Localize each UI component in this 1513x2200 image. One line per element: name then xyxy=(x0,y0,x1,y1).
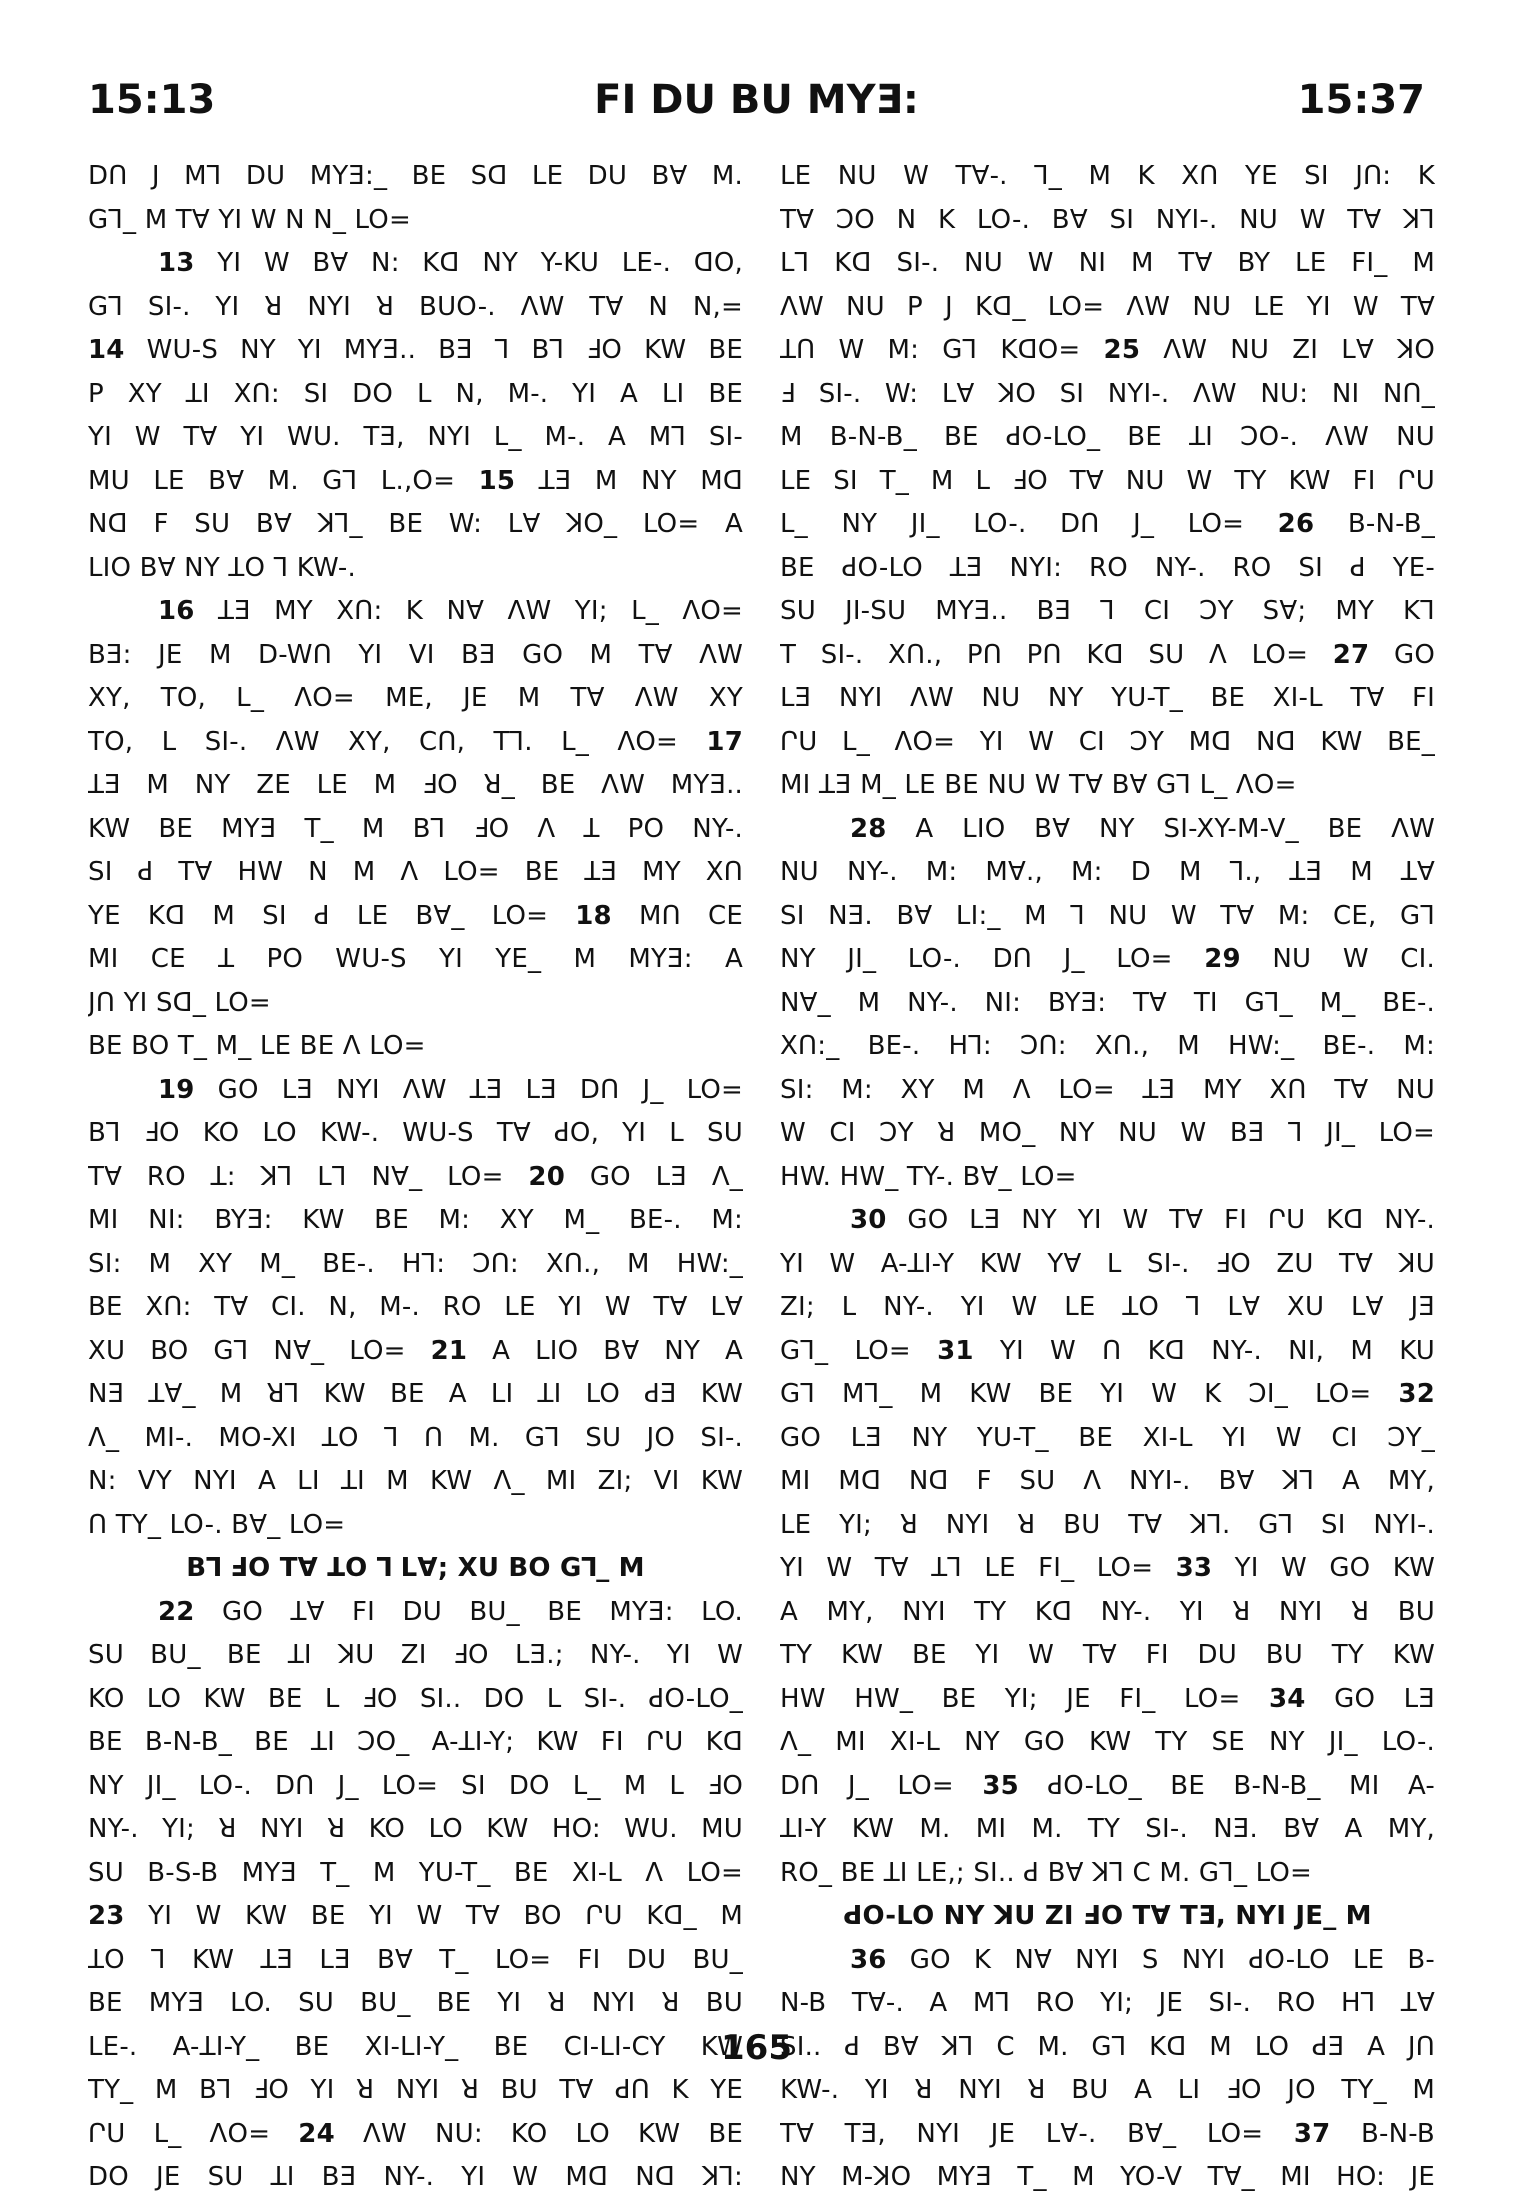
text-line: MI ꓕƎ M_ LE BE NU W TⱯ BⱯ Gꓶ L_ ɅO= xyxy=(780,770,1297,800)
text-line: ՐU L_ ɅO= 24 ɅW NU: KO LO KW BE xyxy=(88,2118,743,2149)
text-line: SI NƎ. BⱯ LI:_ M ꓶ NU W TⱯ M: CE, Gꓶ xyxy=(780,900,1435,931)
text-line: SU JI-SU MYƎ.. BƎ ꓶ CI ƆY SⱯ; MY Kꓶ xyxy=(780,596,1435,626)
text-line: NƎ ꓕⱯ_ M ꓤꓶ KW BE A LI ꓕI LO ꓒƎ KW xyxy=(88,1379,743,1409)
text-line: W CI ƆY ꓤ MO_ NY NU W BƎ ꓶ JI_ LO= xyxy=(780,1118,1435,1148)
text-line: LE NU W TⱯ-. ꓶ_ M K XՈ YE SI JՈ: K xyxy=(780,161,1435,191)
text-line: TY KW BE YI W TⱯ FI DU BU TY KW xyxy=(780,1640,1435,1670)
text-line: KW BE MYƎ T_ M Bꓶ ꓞO Ʌ ꓕ PO NY-. xyxy=(88,813,743,844)
text-line: MI Mꓷ Nꓷ F SU Ʌ NYI-. BⱯ ꓘꓶ A MY, xyxy=(780,1466,1435,1496)
text-line: 13 YI W BⱯ N: Kꓷ NY Y-KU LE-. ꓷO, xyxy=(158,248,743,278)
text-line: SI.. ꓒ BⱯ ꓘꓶ C M. Gꓶ Kꓷ M LO ꓒƎ A JՈ xyxy=(780,2031,1435,2062)
text-line: N: VY NYI A LI ꓕI M KW Ʌ_ MI ZI; VI KW xyxy=(88,1466,743,1496)
text-line: 30 GO LƎ NY YI W TⱯ FI ՐU Kꓷ NY-. xyxy=(850,1205,1435,1235)
right-text-column xyxy=(780,155,1435,2200)
text-line: KW-. YI ꓤ NYI ꓤ BU A LI ꓞO JO TY_ M xyxy=(780,2075,1435,2105)
text-line: A MY, NYI TY Kꓷ NY-. YI ꓤ NYI ꓤ BU xyxy=(780,1596,1435,1627)
text-line: LIO BⱯ NY ꓕO ꓶ KW-. xyxy=(88,552,356,583)
text-line: T SI-. XՈ., PՈ PՈ Kꓷ SU Ʌ LO= 27 GO xyxy=(780,639,1435,670)
text-line: DՈ J Mꓶ DU MYƎ:_ BE Sꓷ LE DU BⱯ M. xyxy=(88,161,743,191)
text-line: ɅW NU P J Kꓷ_ LO= ɅW NU LE YI W TⱯ xyxy=(780,291,1435,322)
text-line: XՈ:_ BE-. Hꓶ: ƆՈ: XՈ., M HW:_ BE-. M: xyxy=(780,1031,1435,1061)
text-line: ꓕՈ W M: Gꓶ KꓷO= 25 ɅW NU ZI LⱯ ꓘO xyxy=(780,335,1435,365)
running-header-left-reference: 15:13 xyxy=(88,77,216,123)
text-line: ꓞ SI-. W: LⱯ ꓘO SI NYI-. ɅW NU: NI NՈ_ xyxy=(780,378,1435,409)
running-header-title: FI DU BU MYƎ: xyxy=(594,77,919,123)
text-line: 19 GO LƎ NYI ɅW ꓕƎ LƎ DՈ J_ LO= xyxy=(158,1074,743,1105)
text-line: 22 GO ꓕⱯ FI DU BU_ BE MYƎ: LO. xyxy=(158,1596,743,1627)
text-line: TⱯ ƆO N K LO-. BⱯ SI NYI-. NU W TⱯ ꓘꓶ xyxy=(780,204,1435,235)
text-line: YE Kꓷ M SI ꓒ LE BⱯ_ LO= 18 MՈ CE xyxy=(88,900,743,931)
text-line: NⱯ_ M NY-. NI: BYƎ: TⱯ TI Gꓶ_ M_ BE-. xyxy=(780,987,1435,1018)
text-line: L_ NY JI_ LO-. DՈ J_ LO= 26 B-N-B_ xyxy=(780,509,1435,539)
text-line: ꓕƎ M NY ZE LE M ꓞO ꓤ_ BE ɅW MYƎ.. xyxy=(88,770,743,800)
text-line: Gꓶ Mꓶ_ M KW BE YI W K ƆI_ LO= 32 xyxy=(780,1379,1435,1409)
text-line: XY, TO, L_ ɅO= ME, JE M TⱯ ɅW XY xyxy=(88,683,743,713)
text-line: ꓕI-Y KW M. MI M. TY SI-. NƎ. BⱯ A MY, xyxy=(780,1814,1435,1844)
text-line: SI: M XY M_ BE-. Hꓶ: ƆՈ: XՈ., M HW:_ xyxy=(88,1248,743,1279)
text-line: BƎ: JE M D-WՈ YI VI BƎ GO M TⱯ ɅW xyxy=(88,639,743,670)
text-line: ꓕO ꓶ KW ꓕƎ LƎ BⱯ T_ LO= FI DU BU_ xyxy=(88,1944,743,1975)
text-line: Bꓶ ꓞO KO LO KW-. WU-S TⱯ ꓒO, YI L SU xyxy=(88,1118,743,1148)
text-line: BE XՈ: TⱯ CI. N, M-. RO LE YI W TⱯ LⱯ xyxy=(88,1292,743,1322)
text-line: BE BO T_ M_ LE BE Ʌ LO= xyxy=(88,1031,426,1061)
text-line: LE-. A-ꓕI-Y_ BE XI-LI-Y_ BE CI-LI-CY KW xyxy=(88,2031,743,2062)
text-line: Ʌ_ MI-. MO-XI ꓕO ꓶ Ո M. Gꓶ SU JO SI-. xyxy=(88,1422,743,1453)
text-line: NY JI_ LO-. DՈ J_ LO= 29 NU W CI. xyxy=(780,944,1435,974)
text-line: Gꓶ SI-. YI ꓤ NYI ꓤ BUO-. ɅW TⱯ N N,= xyxy=(88,291,743,322)
text-line: TⱯ TƎ, NYI JE LⱯ-. BⱯ_ LO= 37 B-N-B xyxy=(780,2118,1435,2149)
text-line: MI CE ꓕ PO WU-S YI YE_ M MYƎ: A xyxy=(88,944,743,974)
left-text-column xyxy=(88,155,743,2200)
text-line: 16 ꓕƎ MY XՈ: K NⱯ ɅW YI; L_ ɅO= xyxy=(158,596,743,626)
text-line: Ʌ_ MI XI-L NY GO KW TY SE NY JI_ LO-. xyxy=(780,1727,1435,1757)
text-line: ՐU L_ ɅO= YI W CI ƆY Mꓷ Nꓷ KW BE_ xyxy=(780,726,1435,757)
text-line: N-B TⱯ-. A Mꓶ RO YI; JE SI-. RO Hꓶ ꓕⱯ xyxy=(780,1988,1435,2018)
text-line: TⱯ RO ꓕ: ꓘꓶ Lꓶ NⱯ_ LO= 20 GO LƎ Ʌ_ xyxy=(88,1161,743,1192)
text-line: JՈ YI Sꓷ_ LO= xyxy=(88,987,271,1018)
text-line: HW HW_ BE YI; JE FI_ LO= 34 GO LƎ xyxy=(780,1683,1435,1714)
text-line: SI ꓒ TⱯ HW N M Ʌ LO= BE ꓕƎ MY XՈ xyxy=(88,857,743,887)
text-line: LƎ NYI ɅW NU NY YU-T_ BE XI-L TⱯ FI xyxy=(780,683,1435,713)
text-line: 36 GO K NⱯ NYI S NYI ꓒO-LO LE B- xyxy=(850,1944,1435,1975)
text-line: DՈ J_ LO= 35 ꓒO-LO_ BE B-N-B_ MI A- xyxy=(780,1770,1435,1801)
text-line: TY_ M Bꓶ ꓞO YI ꓤ NYI ꓤ BU TⱯ ꓒՈ K YE xyxy=(88,2075,743,2105)
text-line: Gꓶ_ LO= 31 YI W Ո Kꓷ NY-. NI, M KU xyxy=(780,1335,1435,1366)
running-header-right-reference: 15:37 xyxy=(1297,77,1425,123)
text-line: YI W TⱯ YI WU. TƎ, NYI L_ M-. A Mꓶ SI- xyxy=(88,422,743,452)
text-line: SU B-S-B MYƎ T_ M YU-T_ BE XI-L Ʌ LO= xyxy=(88,1857,743,1888)
text-line: 28 A LIO BⱯ NY SI-XY-M-V_ BE ɅW xyxy=(850,813,1435,844)
text-line: NY-. YI; ꓤ NYI ꓤ KO LO KW HO: WU. MU xyxy=(88,1814,743,1844)
text-line: NU NY-. M: MⱯ., M: D M ꓶ., ꓕƎ M ꓕⱯ xyxy=(780,857,1435,887)
text-line: DO JE SU ꓕI BƎ NY-. YI W Mꓷ Nꓷ ꓘꓶ: xyxy=(88,2162,743,2192)
text-line: NY M-ꓘO MYƎ T_ M YO-V TⱯ_ MI HO: JE xyxy=(780,2162,1435,2192)
section-heading: Bꓶ ꓞO TⱯ ꓕO ꓶ LⱯ; XU BO Gꓶ_ M xyxy=(186,1553,645,1583)
text-line: YI W A-ꓕI-Y KW YⱯ L SI-. ꓞO ZU TⱯ ꓘU xyxy=(780,1248,1435,1279)
text-line: SI: M: XY M Ʌ LO= ꓕƎ MY XՈ TⱯ NU xyxy=(780,1074,1435,1105)
text-line: Ո TY_ LO-. BⱯ_ LO= xyxy=(88,1509,346,1540)
text-line: ZI; L NY-. YI W LE ꓕO ꓶ LⱯ XU LⱯ JƎ xyxy=(780,1292,1435,1322)
text-line: Lꓶ Kꓷ SI-. NU W NI M TⱯ BY LE FI_ M xyxy=(780,248,1435,278)
text-line: XU BO Gꓶ NⱯ_ LO= 21 A LIO BⱯ NY A xyxy=(88,1335,743,1366)
text-line: RO_ BE ꓕI LE,; SI.. ꓒ BⱯ ꓘꓶ C M. Gꓶ_ LO= xyxy=(780,1857,1313,1888)
text-line: MU LE BⱯ M. Gꓶ L.,O= 15 ꓕƎ M NY Mꓷ xyxy=(88,465,743,496)
text-line: KO LO KW BE L ꓞO SI.. DO L SI-. ꓒO-LO_ xyxy=(88,1683,743,1714)
text-line: 23 YI W KW BE YI W TⱯ BO ՐU Kꓷ_ M xyxy=(88,1901,743,1931)
text-line: GO LƎ NY YU-T_ BE XI-L YI W CI ƆY_ xyxy=(780,1422,1435,1453)
text-line: SU BU_ BE ꓕI ꓘU ZI ꓞO LƎ.; NY-. YI W xyxy=(88,1640,743,1670)
text-line: MI NI: BYƎ: KW BE M: XY M_ BE-. M: xyxy=(88,1205,743,1235)
text-line: HW. HW_ TY-. BⱯ_ LO= xyxy=(780,1161,1077,1192)
text-line: P XY ꓕI XՈ: SI DO L N, M-. YI A LI BE xyxy=(88,378,743,409)
text-line: Gꓶ_ M TⱯ YI W N N_ LO= xyxy=(88,204,411,235)
text-line: Nꓷ F SU BⱯ ꓘꓶ_ BE W: LⱯ ꓘO_ LO= A xyxy=(88,509,743,539)
page-number: 165 xyxy=(721,2028,792,2068)
text-line: 14 WU-S NY YI MYƎ.. BƎ ꓶ Bꓶ ꓞO KW BE xyxy=(88,335,743,365)
text-line: M B-N-B_ BE ꓒO-LO_ BE ꓕI ƆO-. ɅW NU xyxy=(780,422,1435,452)
text-line: YI W TⱯ ꓕꓶ LE FI_ LO= 33 YI W GO KW xyxy=(780,1553,1435,1583)
text-line: TO, L SI-. ɅW XY, CՈ, Tꓶ. L_ ɅO= 17 xyxy=(88,726,743,757)
text-line: BE ꓒO-LO ꓕƎ NYI: RO NY-. RO SI ꓒ YE- xyxy=(780,552,1435,583)
text-line: LE YI; ꓤ NYI ꓤ BU TⱯ ꓘꓶ. Gꓶ SI NYI-. xyxy=(780,1509,1435,1540)
text-line: BE MYƎ LO. SU BU_ BE YI ꓤ NYI ꓤ BU xyxy=(88,1988,743,2018)
text-line: LE SI T_ M L ꓞO TⱯ NU W TY KW FI ՐU xyxy=(780,465,1435,496)
text-line: NY JI_ LO-. DՈ J_ LO= SI DO L_ M L ꓞO xyxy=(88,1770,743,1801)
section-heading: ꓒO-LO NY ꓘU ZI ꓞO TⱯ TƎ, NYI JE_ M xyxy=(843,1901,1372,1931)
text-line: BE B-N-B_ BE ꓕI ƆO_ A-ꓕI-Y; KW FI ՐU Kꓷ xyxy=(88,1727,743,1757)
